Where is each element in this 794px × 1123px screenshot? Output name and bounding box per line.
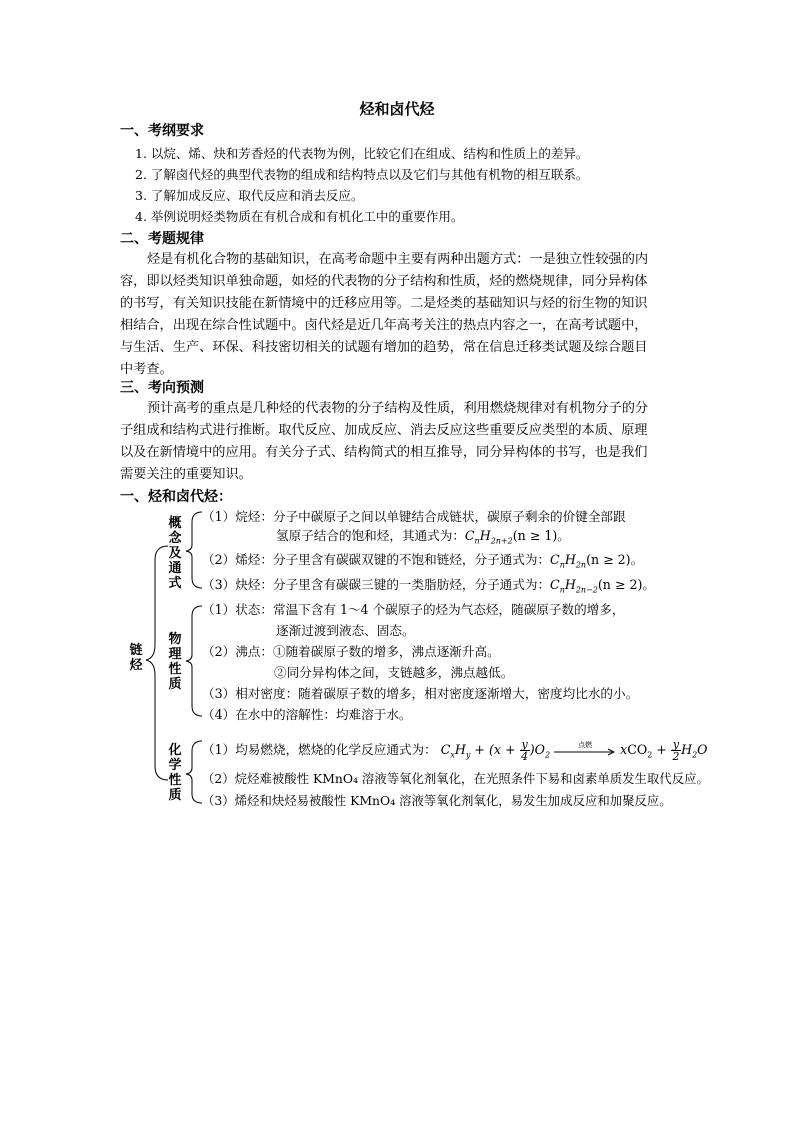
alkene-alkyne-oxidation: （3）烯烃和炔烃易被酸性 KMnO₄ 溶液等氧化剂氧化，易发生加成反应和加聚反应。 — [202, 793, 672, 808]
alkene-formula-cond: (n ≥ 2) — [586, 552, 631, 567]
list-item: 3. 了解加成反应、取代反应和消去反应。 — [135, 188, 364, 203]
section-heading-exam-patterns: 二、考题规律 — [120, 231, 204, 247]
period: 。 — [557, 528, 570, 543]
brace-group2 — [186, 606, 202, 716]
fraction-y-2: $\frac{y}{2}$ — [672, 738, 680, 763]
combustion-equation: （1）均易燃烧，燃烧的化学反应通式为： $C_xH_y + (x$ + $\frac{y}{4}$ )$O_2$ 点燃 xCO$_2$ + $\frac{y}{2}$ $H_2O$ — [202, 738, 708, 763]
group-label-physical — [167, 632, 183, 692]
alkyne-formula: $C_nH_{2n-2}$ — [550, 577, 598, 595]
water-formula: $H_2O$ — [681, 742, 708, 760]
alkane-formula-label: 氢原子结合的饱和烃，其通式为： — [276, 528, 465, 543]
combustion-products: x — [620, 742, 628, 757]
relative-density: （3）相对密度：随着碳原子数的增多，相对密度逐渐增大，密度均比水的小。 — [202, 686, 639, 701]
brace-main — [146, 546, 168, 780]
arrow-condition: 点燃 — [578, 740, 593, 749]
brace-group3 — [186, 741, 202, 803]
alkane-formula-cond: (n ≥ 1) — [512, 528, 558, 543]
physical-state: （1）状态：常温下含有 1～4 个碳原子的烃为气态烃，随碳原子数的增多， — [202, 602, 625, 617]
page-title: 烃和卤代烃 — [359, 100, 435, 118]
alkane-formula: $C_nH_{2n+2}$ — [464, 528, 513, 546]
paragraph-line: 子组成和结构式进行推断。取代反应、加成反应、消去反应这些重要反应类型的本质、原理 — [120, 423, 648, 438]
alkene-definition — [202, 554, 643, 570]
alkene-formula: $C_nH_{2n}$ — [550, 552, 587, 570]
group-label-text: 概念及通式 — [168, 516, 182, 591]
alkyne-text: （3）炔烃：分子里含有碳碳三键的一类脂肪烃，分子通式为： — [202, 577, 551, 592]
boiling-point: （2）沸点：①随着碳原子数的增多，沸点逐渐升高。 — [202, 644, 500, 659]
combustion-text: （1）均易燃烧，燃烧的化学反应通式为： — [202, 742, 437, 757]
root-label-text: 链烃 — [129, 643, 143, 673]
list-item: 2. 了解卤代烃的典型代表物的组成和结构特点以及它们与其他有机物的相互联系。 — [135, 167, 589, 182]
arrow-icon — [554, 740, 616, 758]
paragraph-line: 与生活、生产、环保、科技密切相关的试题有增加的趋势，常在信息迁移类试题及综合题目 — [120, 340, 648, 355]
group-label-concept — [167, 516, 183, 591]
group-label-text: 物理性质 — [168, 632, 182, 692]
period: 。 — [642, 577, 655, 592]
section-heading-exam-requirements: 一、考纲要求 — [120, 123, 204, 139]
period: 。 — [630, 552, 644, 567]
brace-group1 — [186, 512, 202, 588]
group-label-text: 化学性质 — [168, 743, 182, 803]
paragraph-line: 以及在新情境中的应用。有关分子式、结构简式的相互推导，同分异构体的书写，也是我们 — [120, 445, 648, 460]
paragraph-line: 预计高考的重点是几种烃的代表物的分子结构及性质，利用燃烧规律对有机物分子的分 — [147, 401, 649, 416]
paragraph-line: 烃是有机化合物的基础知识，在高考命题中主要有两种出题方式：一是独立性较强的内 — [147, 252, 649, 267]
water-solubility: （4）在水中的溶解性：均难溶于水。 — [202, 707, 412, 722]
alkane-definition-cont — [276, 530, 570, 546]
alkene-text: （2）烯烃：分子里含有碳碳双键的不饱和链烃，分子通式为： — [202, 552, 551, 567]
alkyne-formula-cond: (n ≥ 2) — [597, 577, 643, 592]
section-heading-trend-forecast: 三、考向预测 — [120, 380, 204, 396]
paragraph-line: 的书写，有关知识技能在新情境中的迁移应用等。二是烃类的基础知识与烃的衍生物的知识 — [120, 296, 648, 311]
alkyne-definition — [202, 579, 655, 595]
physical-state-cont: 逐渐过渡到液态、固态。 — [276, 623, 415, 638]
root-label-chain-hydrocarbons — [128, 643, 144, 673]
paragraph-line: 中考查。 — [120, 362, 173, 377]
paragraph-line: 相结合，出现在综合性试题中。卤代烃是近几年高考关注的热点内容之一，在高考试题中， — [120, 318, 648, 333]
combustion-formula: $C_xH_y + (x$ + $\frac{y}{4}$ )$O_2$ — [440, 738, 551, 763]
reaction-arrow — [554, 740, 616, 758]
group-label-chemical — [167, 743, 183, 803]
paragraph-line: 需要关注的重要知识。 — [120, 467, 252, 482]
list-item: 1. 以烷、烯、炔和芳香烃的代表物为例，比较它们在组成、结构和性质上的差异。 — [135, 146, 589, 161]
list-item: 4. 举例说明烃类物质在有机合成和有机化工中的重要作用。 — [135, 209, 464, 224]
section-heading-hydrocarbons: 一、烃和卤代烃： — [120, 489, 232, 505]
alkane-oxidation: （2）烷烃难被酸性 KMnO₄ 溶液等氧化剂氧化，在光照条件下易和卤素单质发生取代反应。 — [202, 771, 709, 786]
boiling-point-cont: ②同分异构体之间，支链越多，沸点越低。 — [274, 665, 514, 680]
fraction-y-4: $\frac{y}{4}$ — [521, 738, 529, 763]
paragraph-line: 容，即以烃类知识单独命题，如烃的代表物的分子结构和性质，烃的燃烧规律，同分异构体 — [120, 274, 648, 289]
alkane-definition: （1）烷烃：分子中碳原子之间以单键结合成链状，碳原子剩余的价键全部跟 — [202, 509, 626, 524]
